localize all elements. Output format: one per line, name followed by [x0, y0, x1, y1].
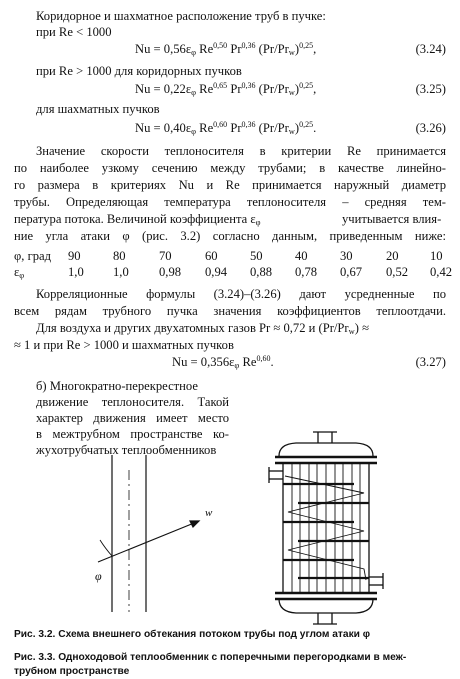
figure-3-3-caption: трубном пространстве [14, 666, 130, 677]
equation-number-3-26: (3.26) [415, 121, 446, 135]
top-cap [279, 443, 373, 456]
equation-number-3-27: (3.27) [415, 355, 446, 369]
paragraph-line: жухотрубчатых теплообменников [36, 443, 217, 457]
paragraph-line: ние угла атаки φ (рис. 3.2) согласно данным, приведенным ниже: [14, 229, 446, 243]
paragraph-line: движение теплоносителя. Такой [36, 395, 229, 409]
condition-staggered: для шахматных пучков [36, 102, 160, 116]
table-row-label: $\varepsilon_\varphi$ [14, 265, 25, 281]
table-cell: 0,42 [430, 265, 453, 280]
equation-3-27: $Nu = 0,356\varepsilon_\varphi$ Re$^{0,60}$. [172, 354, 274, 370]
table-cell: 40 [295, 249, 308, 263]
table-row-label: φ, град [14, 249, 52, 263]
section-heading-b: б) Многократно-перекрестное [36, 379, 198, 393]
condition-re-greater-1000-corridor: при Re > 1000 для коридорных пучков [36, 64, 242, 78]
paragraph-line: го размера в критериях Nu и Re принимается наружный диаметр [14, 178, 446, 192]
table-cell: 20 [386, 249, 399, 263]
condition-re-less-1000: при Re < 1000 [36, 25, 112, 39]
table-cell: 0,78 [295, 265, 318, 280]
paragraph-line: в межтрубном пространстве ко- [36, 427, 229, 441]
paragraph-line: Значение скорости теплоносителя в критерии Re принимается [36, 144, 446, 158]
velocity-label-w: w [205, 507, 213, 519]
equation-3-26: $Nu = 0,40\varepsilon_\varphi$ Re$^{0,60}$ Pr$^{0,36}$ $(Pr/Pr_w)^{0,25}$. [135, 120, 317, 136]
table-cell: 90 [68, 249, 81, 263]
paragraph-line: Корреляционные формулы (3.24)–(3.26) дают усредненные по [36, 287, 446, 301]
table-cell: 70 [159, 249, 172, 263]
equation-number-3-24: (3.24) [415, 42, 446, 56]
table-cell: 0,67 [340, 265, 363, 280]
paragraph-line: пература потока. Величиной коэффициента $\varepsilon_\varphi$ [14, 212, 261, 227]
table-cell: 0,94 [205, 265, 228, 280]
table-cell: 1,0 [68, 265, 84, 280]
paragraph-line: всем рядам трубного пучка значения коэффициентов теплоотдачи. [14, 304, 446, 318]
table-cell: 0,98 [159, 265, 182, 280]
shell-side-flow-path [285, 476, 366, 580]
table-cell: 0,88 [250, 265, 273, 280]
figure-3-2-caption: Рис. 3.2. Схема внешнего обтекания потоком трубы под углом атаки φ [14, 629, 371, 640]
paragraph-line: учитывается влия- [342, 212, 442, 226]
table-cell: 10 [430, 249, 443, 263]
angle-label-phi: φ [95, 569, 102, 583]
intro-line: Коридорное и шахматное расположение труб в пучке: [36, 9, 326, 23]
table-cell: 30 [340, 249, 353, 263]
equation-3-24: $Nu = 0,56\varepsilon_\varphi$ Re$^{0,50}$ Pr$^{0,36}$ $(Pr/Pr_w)^{0,25}$, [135, 41, 317, 57]
equation-3-25: $Nu = 0,22\varepsilon_\varphi$ Re$^{0,65}$ Pr$^{0,36}$ $(Pr/Pr_w)^{0,25}$, [135, 81, 317, 97]
table-cell: 50 [250, 249, 263, 263]
table-cell: 1,0 [113, 265, 129, 280]
paragraph-line: Для воздуха и других двухатомных газов Pr ≈ 0,72 и $(Pr/Pr_w)$ ≈ [36, 321, 370, 336]
table-cell: 80 [113, 249, 126, 263]
table-cell: 0,52 [386, 265, 409, 280]
paragraph-line: характер движения имеет место [36, 411, 229, 425]
equation-number-3-25: (3.25) [415, 82, 446, 96]
bottom-cap [279, 599, 373, 613]
paragraph-line: по наиболее узкому сечению между трубами; в качестве линейно- [14, 161, 446, 175]
paragraph-line: ≈ 1 и при Re > 1000 и шахматных пучков [14, 338, 234, 352]
paragraph-line: трубы. Определяющая температура теплоносителя – средняя тем- [14, 195, 446, 209]
figure-3-3-caption: Рис. 3.3. Одноходовой теплообменник с поперечными перегородками в меж- [14, 652, 407, 663]
table-cell: 60 [205, 249, 218, 263]
